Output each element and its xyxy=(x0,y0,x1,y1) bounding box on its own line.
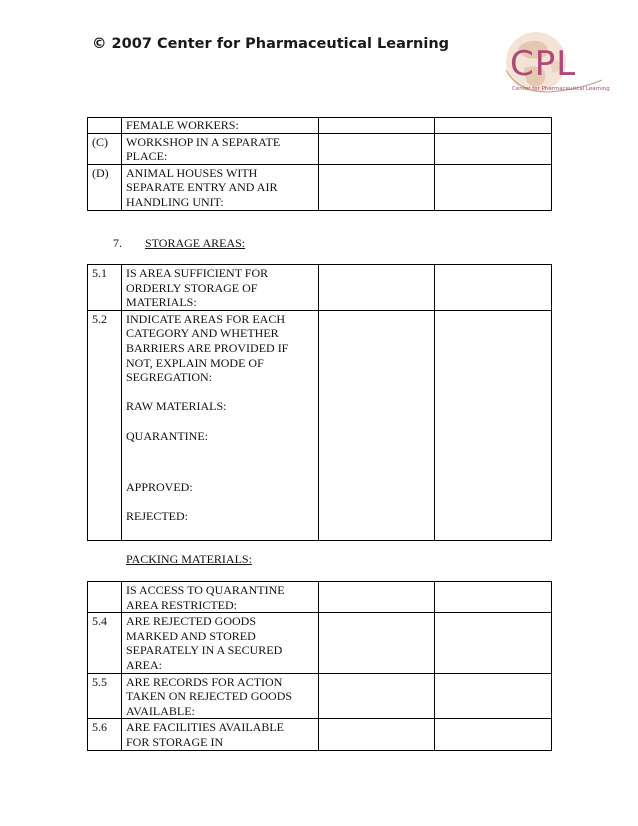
answer-cell[interactable] xyxy=(319,265,435,311)
cpl-logo xyxy=(498,30,616,102)
row-number xyxy=(88,582,122,613)
remarks-cell[interactable] xyxy=(435,118,552,134)
table-row xyxy=(88,673,552,719)
answer-cell[interactable] xyxy=(319,164,435,210)
answer-cell[interactable] xyxy=(319,582,435,613)
rejected-label: REJECTED: xyxy=(126,508,188,523)
row-question: ARE FACILITIES AVAILABLE FOR STORAGE IN xyxy=(122,719,319,750)
row-number: 5.2 xyxy=(88,310,122,540)
raw-materials-label: RAW MATERIALS: xyxy=(126,399,227,414)
section-heading-storage xyxy=(113,236,245,251)
table-continuation xyxy=(87,117,552,211)
table-packing-materials xyxy=(87,581,552,751)
row-question: ANIMAL HOUSES WITH SEPARATE ENTRY AND AIR HANDLING UNIT: xyxy=(122,164,319,210)
row-question: INDICATE AREAS FOR EACH CATEGORY AND WHETHER BARRIERS ARE PROVIDED IF NOT, EXPLAIN MODE OF SEGREGATION: RAW MATERIALS: QUARANTINE: APPROVED: REJECTED: xyxy=(122,310,319,540)
answer-cell[interactable] xyxy=(319,613,435,673)
packing-materials-heading: PACKING MATERIALS: xyxy=(126,552,252,566)
remarks-cell[interactable] xyxy=(435,582,552,613)
copyright-header: © 2007 Center for Pharmaceutical Learning xyxy=(92,36,450,52)
remarks-cell[interactable] xyxy=(435,310,552,540)
row-question: WORKSHOP IN A SEPARATE PLACE: xyxy=(122,133,319,164)
logo-letters: CPL xyxy=(510,44,577,84)
remarks-cell[interactable] xyxy=(435,133,552,164)
answer-cell[interactable] xyxy=(319,719,435,750)
row-question: IS ACCESS TO QUARANTINE AREA RESTRICTED: xyxy=(122,582,319,613)
row-number: 5.5 xyxy=(88,673,122,719)
row-number xyxy=(88,118,122,134)
row-number: 5.6 xyxy=(88,719,122,750)
table-row xyxy=(88,133,552,164)
table-row xyxy=(88,265,552,311)
row-number: (D) xyxy=(88,164,122,210)
answer-cell[interactable] xyxy=(319,118,435,134)
remarks-cell[interactable] xyxy=(435,719,552,750)
logo-subtext: Center for Pharmaceutical Learning xyxy=(512,86,610,92)
table-row xyxy=(88,310,552,540)
answer-cell[interactable] xyxy=(319,133,435,164)
answer-cell[interactable] xyxy=(319,673,435,719)
table-storage-areas xyxy=(87,264,552,541)
table-row xyxy=(88,582,552,613)
remarks-cell[interactable] xyxy=(435,164,552,210)
table-row xyxy=(88,613,552,673)
answer-cell[interactable] xyxy=(319,310,435,540)
row-question: ARE REJECTED GOODS MARKED AND STORED SEPARATELY IN A SECURED AREA: xyxy=(122,613,319,673)
row-question: ARE RECORDS FOR ACTION TAKEN ON REJECTED GOODS AVAILABLE: xyxy=(122,673,319,719)
section-number: 7. xyxy=(113,236,122,250)
row-number: 5.4 xyxy=(88,613,122,673)
approved-label: APPROVED: xyxy=(126,479,193,494)
row-question: IS AREA SUFFICIENT FOR ORDERLY STORAGE OF MATERIALS: xyxy=(122,265,319,311)
row-question: FEMALE WORKERS: xyxy=(122,118,319,134)
row-number: (C) xyxy=(88,133,122,164)
remarks-cell[interactable] xyxy=(435,613,552,673)
remarks-cell[interactable] xyxy=(435,265,552,311)
table-row xyxy=(88,118,552,134)
table-row xyxy=(88,719,552,750)
table-row xyxy=(88,164,552,210)
row-number: 5.1 xyxy=(88,265,122,311)
remarks-cell[interactable] xyxy=(435,673,552,719)
quarantine-label: QUARANTINE: xyxy=(126,428,208,443)
section-title: STORAGE AREAS: xyxy=(145,236,246,250)
